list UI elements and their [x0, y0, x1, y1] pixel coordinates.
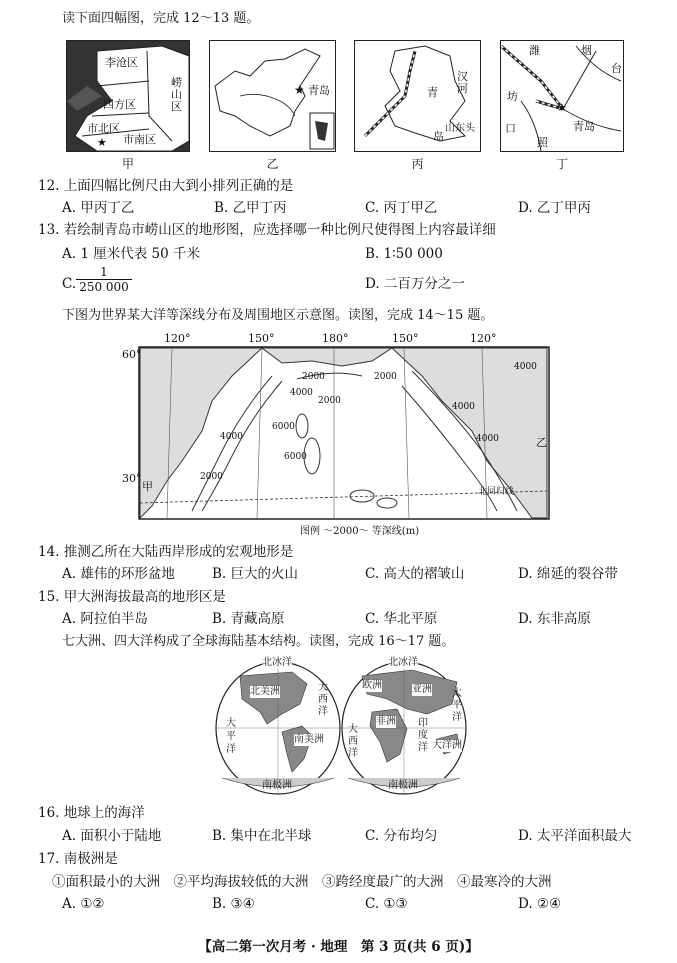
map-jia-label: 李沧区: [105, 56, 138, 69]
question-14-option[interactable]: A. 雄伟的环形盆地: [62, 566, 175, 582]
globe-label: 洋: [348, 748, 358, 759]
question-13-stem: 13. 若绘制青岛市崂山区的地形图，应选择哪一种比例尺使得图上内容最详细: [38, 222, 496, 238]
map-ding-label: 青岛: [573, 120, 595, 133]
map-jia-label: 市南区: [123, 133, 156, 146]
question-13-option[interactable]: A. 1 厘米代表 50 千米: [62, 246, 200, 262]
map-bing: [354, 40, 481, 152]
star-icon: ★: [97, 136, 107, 149]
intro-globes: 七大洲、四大洋构成了全球海陆基本结构。读图，完成 16～17 题。: [62, 634, 455, 649]
globe-label: 洋: [418, 742, 428, 753]
map-bing-drawing: [355, 41, 481, 152]
globe-label: 太: [452, 688, 462, 699]
map-bing-label: 山东头: [445, 123, 475, 134]
depth-label: 4000: [514, 362, 537, 372]
caption-yi: 乙: [266, 157, 279, 171]
question-13-option[interactable]: D. 二百万分之一: [365, 276, 465, 292]
depth-label: 4000: [452, 402, 475, 412]
question-15-option[interactable]: D. 东非高原: [518, 611, 591, 627]
map-yi: [209, 40, 336, 152]
map-ding-label: 口: [505, 122, 516, 135]
fraction-numerator: 1: [76, 266, 132, 280]
question-12-option[interactable]: D. 乙丁甲丙: [518, 200, 591, 216]
globe-label: 西: [318, 694, 328, 705]
depth-label: 2000: [374, 372, 397, 382]
intro-ocean: 下图为世界某大洋等深线分布及周围地区示意图。读图，完成 14～15 题。: [62, 308, 494, 323]
question-17-option[interactable]: B. ③④: [212, 896, 255, 912]
globe-label: 印: [418, 718, 428, 729]
globe-label: 北冰洋: [388, 657, 418, 668]
map-bing-label: 青: [427, 86, 438, 99]
lon-label: 120°: [164, 332, 191, 345]
globe-label: 大: [348, 724, 358, 735]
question-16-option[interactable]: D. 太平洋面积最大: [518, 828, 632, 844]
lon-label: 120°: [470, 332, 497, 345]
map-jia-label: 四方区: [103, 98, 136, 111]
question-14-option[interactable]: B. 巨大的火山: [212, 566, 299, 582]
globe-label: 非洲: [376, 716, 396, 727]
tropic-label: 北回归线: [478, 487, 515, 497]
depth-label: 2000: [302, 372, 325, 382]
question-15-option[interactable]: C. 华北平原: [365, 611, 438, 627]
map-jia-label: 崂山区: [171, 76, 182, 113]
map-ding-drawing: [501, 41, 624, 152]
depth-label: 4000: [290, 388, 313, 398]
map-bing-label: 汉河: [457, 70, 468, 95]
depth-label: 4000: [220, 432, 243, 442]
world-globes: [212, 654, 472, 798]
globe-label: 北美洲: [250, 686, 280, 697]
question-17-option[interactable]: D. ②④: [518, 896, 562, 912]
question-14-option[interactable]: C. 高大的褶皱山: [365, 566, 465, 582]
question-17-stem: 17. 南极洲是: [38, 851, 118, 867]
globe-label: 平: [226, 731, 236, 742]
globe-label: 欧洲: [362, 680, 382, 691]
question-15-stem: 15. 甲大洲海拔最高的地形区是: [38, 589, 226, 605]
question-12-stem: 12. 上面四幅比例尺由大到小排列正确的是: [38, 178, 294, 194]
question-17-option[interactable]: C. ①③: [365, 896, 408, 912]
map-yi-label: 青岛: [308, 84, 330, 97]
question-15-option[interactable]: B. 青藏高原: [212, 611, 285, 627]
question-16-option[interactable]: B. 集中在北半球: [212, 828, 312, 844]
caption-bing: 丙: [411, 157, 424, 171]
question-16-stem: 16. 地球上的海洋: [38, 805, 145, 821]
ocean-map-legend: 图例 ～2000～ 等深线(m): [300, 526, 420, 537]
globe-label: 度: [418, 730, 428, 741]
globes-drawing: [212, 654, 472, 798]
depth-label: 6000: [272, 422, 295, 432]
depth-label: 2000: [200, 472, 223, 482]
globe-label: 大洋洲: [432, 740, 462, 751]
map-ding-label: 潍: [529, 44, 540, 57]
region-label-yi: 乙: [536, 436, 547, 449]
question-17-statements: ①面积最小的大洲 ②平均海拔较低的大洲 ③跨经度最广的大洲 ④最寒冷的大洲: [52, 874, 552, 890]
lon-label: 180°: [322, 332, 349, 345]
question-16-option[interactable]: A. 面积小于陆地: [62, 828, 162, 844]
ocean-map: [122, 331, 552, 523]
question-17-option[interactable]: A. ①②: [62, 896, 105, 912]
question-15-option[interactable]: A. 阿拉伯半岛: [62, 611, 148, 627]
depth-label: 2000: [318, 396, 341, 406]
map-ding: [500, 40, 624, 152]
depth-label: 4000: [476, 434, 499, 444]
question-14-option[interactable]: D. 绵延的裂谷带: [518, 566, 618, 582]
question-12-option[interactable]: B. 乙甲丁丙: [214, 200, 287, 216]
star-icon: ★: [294, 83, 305, 97]
caption-ding: 丁: [555, 157, 568, 171]
globe-label: 南极洲: [388, 780, 418, 791]
globe-label: 西: [348, 736, 358, 747]
globe-label: 洋: [318, 706, 328, 717]
question-12-option[interactable]: A. 甲丙丁乙: [62, 200, 135, 216]
globe-label: 平: [452, 700, 462, 711]
globe-label: 洋: [452, 712, 462, 723]
caption-jia: 甲: [121, 157, 134, 171]
lat-label: 60°: [122, 348, 142, 361]
map-bing-label: 岛: [433, 130, 444, 143]
map-jia-label: 市北区: [87, 122, 120, 135]
globe-label: 亚洲: [412, 684, 432, 695]
map-ding-label: 烟: [581, 44, 592, 57]
page-footer: 【高二第一次月考 · 地理 第 3 页(共 6 页)】: [198, 939, 479, 955]
map-jia: [66, 40, 190, 152]
question-16-option[interactable]: C. 分布均匀: [365, 828, 438, 844]
region-label-jia: 甲: [142, 480, 153, 493]
globe-label: 大: [318, 682, 328, 693]
question-13-option-c[interactable]: C.: [62, 276, 77, 292]
intro-maps: 读下面四幅图，完成 12～13 题。: [62, 11, 260, 26]
globe-label: 北冰洋: [262, 657, 292, 668]
lon-label: 150°: [248, 332, 275, 345]
lat-label: 30°: [122, 472, 142, 485]
depth-label: 6000: [284, 452, 307, 462]
lon-label: 150°: [392, 332, 419, 345]
star-icon: ★: [557, 101, 567, 114]
map-ding-label: 台: [611, 62, 622, 75]
question-12-option[interactable]: C. 丙丁甲乙: [365, 200, 438, 216]
globe-label: 南美洲: [294, 734, 324, 745]
globe-label: 大: [226, 718, 236, 729]
globe-label: 洋: [226, 744, 236, 755]
map-ding-label: 坊: [507, 90, 518, 103]
map-ding-label: 照: [537, 136, 548, 149]
fraction-denominator: 250 000: [79, 280, 129, 294]
globe-label: 南极洲: [262, 780, 292, 791]
question-14-stem: 14. 推测乙所在大陆西岸形成的宏观地形是: [38, 544, 294, 560]
question-13-option[interactable]: B. 1∶50 000: [365, 246, 443, 262]
